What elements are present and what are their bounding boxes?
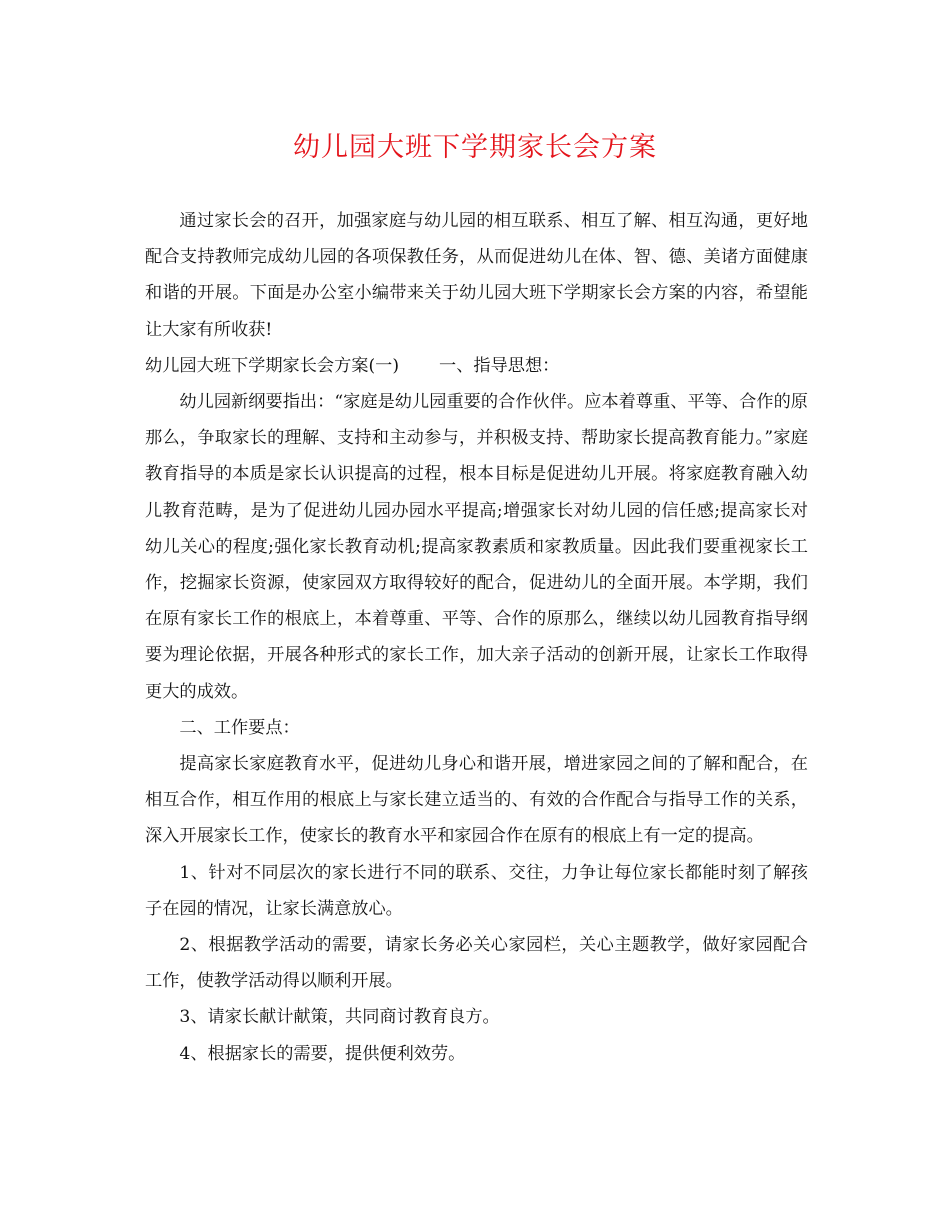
point-item-4: 4、根据家长的需要，提供便利效劳。 <box>179 1043 466 1064</box>
document-title: 幼儿园大班下学期家长会方案 <box>293 132 657 163</box>
section2-heading: 二、工作要点： <box>179 717 300 738</box>
document-body <box>145 203 808 1072</box>
point-item-1: 1、针对不同层次的家长进行不同的联系、交往，力争让每位家长都能时刻了解孩子在园的情况，让家长满意放心。 <box>145 862 808 919</box>
point-item-3: 3、请家长献计献策，共同商讨教育良方。 <box>179 1007 500 1028</box>
intro-paragraph: 通过家长会的召开，加强家庭与幼儿园的相互联系、相互了解、相互沟通，更好地配合支持教师完成幼儿园的各项保教任务，从而促进幼儿在体、智、德、美诸方面健康和谐的开展。下面是办公室小编带来关于幼儿园大班下学期家长会方案的内容，希望能让大家有所收获! <box>145 211 808 340</box>
section1-heading: 一、指导思想： <box>439 355 560 376</box>
section2-paragraph: 提高家长家庭教育水平，促进幼儿身心和谐开展，增进家园之间的了解和配合，在相互合作，相互作用的根底上与家长建立适当的、有效的合作配合与指导工作的关系，深入开展家长工作，使家长的教育水平和家园合作在原有的根底上有一定的提高。 <box>145 754 808 847</box>
section1-paragraph: 幼儿园新纲要指出：“家庭是幼儿园重要的合作伙伴。应本着尊重、平等、合作的原那么，争取家长的理解、支持和主动参与，并积极支持、帮助家长提高教育能力。”家庭教育指导的本质是家长认识提高的过程，根本目标是促进幼儿开展。将家庭教育融入幼儿教育范畴，是为了促进幼儿园办园水平提高;增强家长对幼儿园的信任感;提高家长对幼儿关心的程度;强化家长教育动机;提高家教素质和家教质量。因此我们要重视家长工作，挖掘家长资源，使家园双方取得较好的配合，促进幼儿的全面开展。本学期，我们在原有家长工作的根底上，本着尊重、平等、合作的原那么，继续以幼儿园教育指导纲要为理论依据，开展各种形式的家长工作，加大亲子活动的创新开展，让家长工作取得更大的成效。 <box>145 392 808 702</box>
plan-heading: 幼儿园大班下学期家长会方案(一) <box>145 355 400 376</box>
point-item-2: 2、根据教学活动的需要，请家长务必关心家园栏，关心主题教学，做好家园配合工作，使教学活动得以顺利开展。 <box>145 935 808 992</box>
plan-heading-line <box>145 348 808 384</box>
